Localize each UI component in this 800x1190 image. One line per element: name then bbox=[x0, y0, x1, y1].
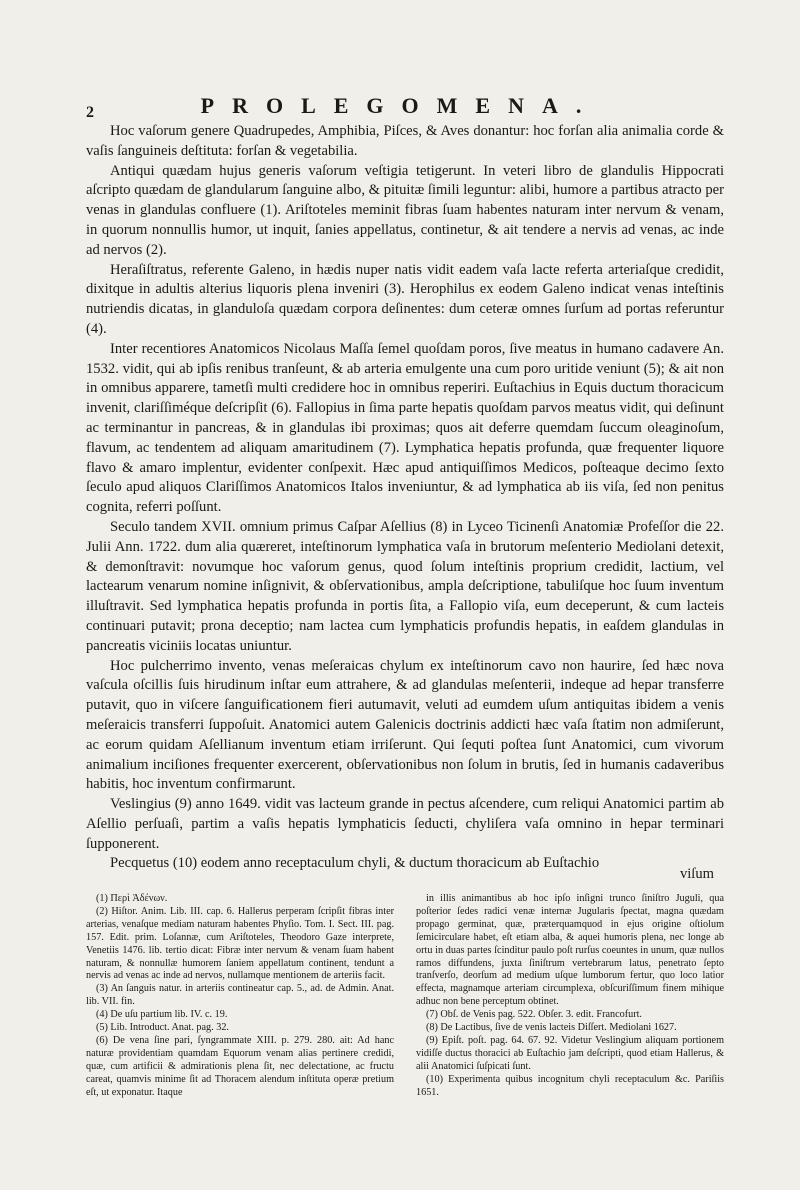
catchword: viſum bbox=[679, 866, 714, 882]
footnote: in illis animantibus ab hoc ipſo inſigni trunco ſiniſtro Juguli, qua poſterior ſedes radici venæ internæ Jugularis ſpectat, magna quædam propago germinat, quæ, præterquamquod in ejus origine oſtiolum ſemicirculare habet, eſt etiam alba, & aquei humoris plena, nec longe ab ortu in duas partes ſcinditur paulo poſt rurſus coeuntes in unum, quæ nullos ramos diffundens, juxta ſiniſtrum vertebrarum latus, penetrato ſepto tranſverſo, deorſum ad medium uſque lumborum fertur, quo loco latior effecta, magnamque arteriam circumplexa, obſcuriſſimum finem mihique adhuc non bene perceptum obtinet. bbox=[416, 893, 724, 1008]
footnotes-left-column bbox=[86, 893, 394, 1100]
footnote: (8) De Lactibus, ſive de venis lacteis Diſſert. Mediolani 1627. bbox=[426, 1022, 677, 1034]
footnote: (6) De vena ſine pari, ſyngrammate XIII. p. 279. 280. ait: Ad hanc naturæ providentiam quamdam Equorum venam alias pertinere credidi, quæ, cum artificii & admirationis plena ſit, nec delectatione, ac fructu careat, quamvis minime ſit ad Thoracem alendum inſtituta operæ pretium eſt, ut exponatur. Itaque bbox=[86, 1034, 394, 1098]
footnote: (10) Experimenta quibus incognitum chyli receptaculum &c. Pariſiis 1651. bbox=[416, 1073, 724, 1098]
running-title: PROLEGOMENA. bbox=[200, 93, 600, 118]
footnote: (1) Περὶ Ἀδένων. bbox=[96, 893, 168, 904]
footnote: (7) Obſ. de Venis pag. 522. Obſer. 3. edit. Francofurt. bbox=[426, 1009, 642, 1021]
footnote: (4) De uſu partium lib. IV. c. 19. bbox=[96, 1009, 228, 1021]
paragraph: Heraſiſtratus, referente Galeno, in hædis nuper natis vidit eadem vaſa lacte referta arteriaſque credidit, dixitque in adultis alterius liquoris plena inveniri (3). Herophilus ex eodem Galeno indicat venas inteſtinis nutriendis dicatas, in glanduloſa quædam corpora deſinentes: dum ceteræ omnes ſurſum ad portas referuntur (4). bbox=[86, 261, 724, 337]
paragraph: Pecquetus (10) eodem anno receptaculum chyli, & ductum thoracicum ab Euſtachio bbox=[110, 855, 600, 872]
paragraph: Veslingius (9) anno 1649. vidit vas lacteum grande in pectus aſcendere, cum reliqui Anatomici partim ab Aſellio perſuaſi, partim a vaſis hepatis lymphaticis ſeducti, chyliſera vaſa omnino in hepar terminari ſupponerent. bbox=[86, 796, 724, 852]
page-number: 2 bbox=[86, 104, 94, 121]
footnote: (3) An ſanguis natur. in arteriis contineatur cap. 5., ad. de Admin. Anat. lib. VII. fin. bbox=[86, 983, 394, 1008]
footnote: (5) Lib. Introduct. Anat. pag. 32. bbox=[96, 1022, 229, 1034]
footnote: (2) Hiſtor. Anim. Lib. III. cap. 6. Hallerus perperam ſcripſit fibras inter arterias, venaſque mediam naturam habentes Phyſio. Tom. I. Sect. III. pag. 157. Edit. prim. Loſannæ, cum Ariſtoteles, Theodoro Gaze interprete, Venetiis 1476. lib. tertio dicat: Fibræ inter nervum & venam ſuam habent naturam, & nonnullæ humorem ſaniem appellatum continent, tendunt a nervis ad venas ac inde ad nervos, nullamque mentionem de arteriis facit. bbox=[86, 905, 394, 982]
paragraph: Hoc vaſorum genere Quadrupedes, Amphibia, Piſces, & Aves donantur: hoc forſan alia animalia corde & vaſis ſanguineis deſtituta: forſan & vegetabilia. bbox=[86, 123, 724, 159]
paragraph: Inter recentiores Anatomicos Nicolaus Maſſa ſemel quoſdam poros, ſive meatus in humano cadavere An. 1532. vidit, qui ab ipſis renibus tranſeunt, & ab arteria emulgente una cum poro uritide veniunt (5); & ait non in omnibus apparere, tametſi multi credidere hoc in omnibus reperiri. Euſtachius in Equis ductum thoracicum invenit, clariſſiméque deſcripſit (6). Fallopius in ſima parte hepatis quoſdam parvos meatus vidit, qui deſinunt ac terminantur in pancreas, & in glandulas ibi proximas; quos ait deferre quemdam ſuccum oleaginoſum, flavum, ac tendentem ad aliquam amaritudinem (7). Lymphatica hepatis profunda, quæ frequenter liquore flavo & amaro implentur, evidenter conſpexit. Hæc apud antiquiſſimos Medicos, poſteaque decimo ſexto ſeculo apud aliquos Clariſſimos Anatomicos Italos inveniuntur, & ad lymphatica ab iis viſa, ſed non penitus cognita, referri poſſunt. bbox=[86, 340, 724, 516]
footnotes-right-column bbox=[416, 893, 724, 1100]
paragraph: Antiqui quædam hujus generis vaſorum veſtigia tetigerunt. In veteri libro de glandulis Hippocrati aſcripto quædam de glandularum ſanguine albo, & pituitæ ſimili leguntur: alibi, humore a partibus atracto per venas in glandulas confluere (1). Ariſtoteles meminit fibras ſuam habentes naturam inter nervum & venam, in quorum nonnullis humor, ut inquit, ſanies appellatus, continetur, & ait tendere a nervis ad venas, ac inde ad nervos (2). bbox=[86, 162, 724, 258]
paragraph: Hoc pulcherrimo invento, venas meſeraicas chylum ex inteſtinorum cavo non haurire, ſed hæc nova vaſcula oſcillis ſuis hirudinum inſtar eum attrahere, & ad glandulas meſenterii, indeque ad hepar transferre putavit, quo in viſcere ſanguificationem fieri autumavit, veluti ad eumdem uſum antiquitas ibidem a venis meſeraicis transferri ſuppoſuit. Anatomici autem Galenicis doctrinis addicti hæc vaſa ſtatim non admiſerunt, ac eorum quidam Aſellianum inventum etiam irriſerunt. Qui ſequti poſtea ſunt Anatomici, cum vivorum animalium inciſiones frequenter exercerent, obſervationibus non ſolum in brutis, ſed in humanis cadaveribus habitis, hoc inventum confirmarunt. bbox=[86, 657, 724, 793]
main-text bbox=[86, 122, 724, 874]
paragraph: Seculo tandem XVII. omnium primus Caſpar Aſellius (8) in Lyceo Ticinenſi Anatomiæ Profeſſor die 22. Julii Ann. 1722. dum alia quæreret, inteſtinorum lymphatica vaſa in brutorum meſenterio Mediolani detexit, & demonſtravit: novumque hoc vaſorum genus, quod ſolum inteſtinis proprium credidit, lactium, vel lactearum venarum nomine inſignivit, & obſervationibus, ampla deſcriptione, tabuliſque hoc ſuum inventum illuſtravit. Sed lymphatica hepatis profunda in portis ſita, a Fallopio viſa, eum deceperunt, & cum lacteis continuari putavit; prona deceptio; nam lactea cum lymphaticis profundis hepatis, in eaſdem glandulas in pancreatis viciniis locatas uniuntur. bbox=[86, 518, 724, 654]
footnotes bbox=[86, 893, 724, 1100]
footnote: (9) Epiſt. poſt. pag. 64. 67. 92. Videtur Veslingium aliquam portionem vidiſſe ductus thoracici ab Euſtachio jam deſcripti, quod etiam Hallerus, & alii Anatomici ſuſpicati ſunt. bbox=[416, 1034, 724, 1072]
